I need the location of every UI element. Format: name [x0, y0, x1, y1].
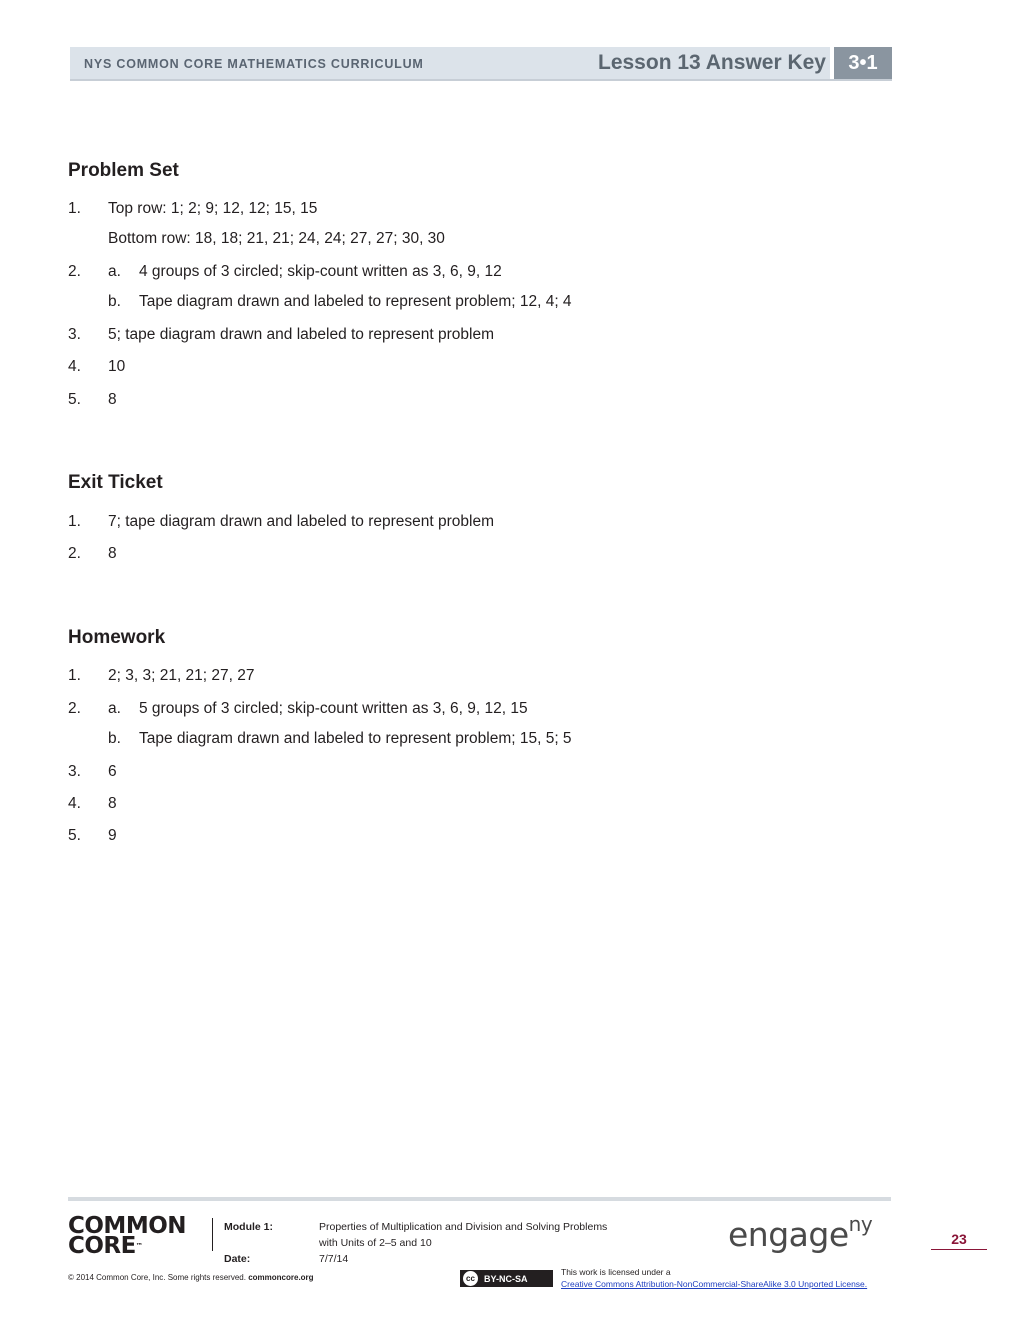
problem-set-item-text: Tape diagram drawn and labeled to represent problem; 12, 4; 4 — [139, 293, 572, 310]
copyright-text: © 2014 Common Core, Inc. Some rights reserved. — [68, 1273, 246, 1282]
module-label: Module 1: — [224, 1221, 273, 1233]
homework-item-number: 2. — [68, 700, 81, 717]
problem-set-item-text: 5; tape diagram drawn and labeled to represent problem — [108, 326, 495, 343]
license-link[interactable]: Creative Commons Attribution-NonCommercial-ShareAlike 3.0 Unported License. — [561, 1279, 868, 1289]
date-label: Date: — [224, 1253, 251, 1265]
creative-commons-badge[interactable] — [460, 1270, 553, 1287]
problem-set-item-number: 2. — [68, 263, 81, 280]
problem-set-item-text: Bottom row: 18, 18; 21, 21; 24, 24; 27, 27; 30, 30 — [108, 230, 445, 247]
trademark-mark: ™ — [135, 1242, 143, 1250]
homework-item-text: 6 — [108, 763, 117, 780]
header-divider — [70, 79, 892, 81]
cc-icon: cc — [463, 1271, 478, 1286]
copyright-site-link[interactable]: commoncore.org — [248, 1273, 314, 1282]
logo-line-common: COMMON — [68, 1213, 187, 1239]
exit-ticket-item-text: 8 — [108, 545, 117, 562]
problem-set-item-number: 1. — [68, 200, 81, 217]
problem-set-item-number: 5. — [68, 391, 81, 408]
exit-ticket-item-text: 7; tape diagram drawn and labeled to represent problem — [108, 513, 495, 530]
homework-item-text: Tape diagram drawn and labeled to represent problem; 15, 5; 5 — [139, 730, 572, 747]
copyright-notice — [68, 1273, 314, 1282]
problem-set-item-number: 4. — [68, 358, 81, 375]
problem-set-title: Problem Set — [68, 160, 179, 181]
ny-wordmark: ny — [848, 1212, 873, 1236]
homework-item-text: 5 groups of 3 circled; skip-count written as 3, 6, 9, 12, 15 — [139, 700, 528, 717]
logo-line-core: CORE — [68, 1233, 136, 1259]
problem-set-item-number: 3. — [68, 326, 81, 343]
common-core-logo — [68, 1213, 187, 1259]
exit-ticket-item-number: 2. — [68, 545, 81, 562]
license-intro-text: This work is licensed under a — [561, 1267, 671, 1277]
lesson-title: Lesson 13 Answer Key — [598, 51, 826, 74]
date-value: 7/7/14 — [319, 1253, 349, 1265]
module-value-line1: Properties of Multiplication and Division and Solving Problems — [319, 1221, 608, 1233]
problem-set-sub-label: a. — [108, 263, 121, 280]
engage-wordmark: engage — [728, 1215, 849, 1254]
homework-item-text: 8 — [108, 795, 117, 812]
engageny-logo — [728, 1212, 873, 1254]
problem-set-item-text: 4 groups of 3 circled; skip-count written as 3, 6, 9, 12 — [139, 263, 502, 280]
homework-item-text: 2; 3, 3; 21, 21; 27, 27 — [108, 667, 255, 684]
problem-set-sub-label: b. — [108, 293, 121, 310]
homework-title: Homework — [68, 627, 166, 648]
curriculum-title: NYS COMMON CORE MATHEMATICS CURRICULUM — [84, 57, 424, 71]
exit-ticket-item-number: 1. — [68, 513, 81, 530]
homework-item-number: 1. — [68, 667, 81, 684]
grade-module-badge: 3•1 — [834, 47, 892, 79]
exit-ticket-title: Exit Ticket — [68, 472, 163, 493]
page-number: 23 — [951, 1231, 967, 1247]
footer-vertical-divider — [212, 1218, 213, 1251]
homework-item-number: 3. — [68, 763, 81, 780]
footer-divider — [68, 1197, 891, 1201]
problem-set-item-text: 10 — [108, 358, 126, 375]
homework-sub-label: a. — [108, 700, 121, 717]
homework-item-number: 5. — [68, 827, 81, 844]
homework-sub-label: b. — [108, 730, 121, 747]
cc-badge-label: BY-NC-SA — [484, 1273, 528, 1284]
problem-set-item-text: Top row: 1; 2; 9; 12, 12; 15, 15 — [108, 200, 318, 217]
module-value-line2: with Units of 2–5 and 10 — [319, 1237, 432, 1249]
page-number-underline — [931, 1249, 987, 1250]
homework-item-text: 9 — [108, 827, 117, 844]
problem-set-item-text: 8 — [108, 391, 117, 408]
homework-item-number: 4. — [68, 795, 81, 812]
